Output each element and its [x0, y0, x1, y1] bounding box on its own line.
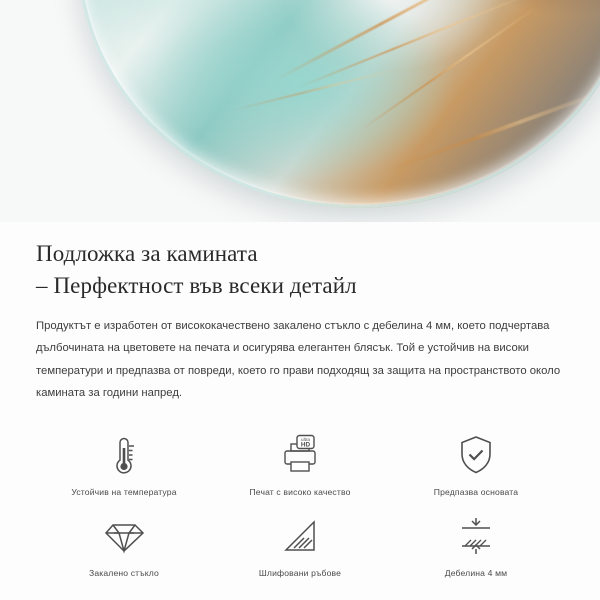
diamond-icon: [103, 513, 145, 559]
feature-label: Предпазва основата: [433, 486, 519, 497]
feature-label: Закалено стъкло: [88, 567, 159, 578]
headline-line-1: Подложка за камината: [36, 241, 258, 266]
polished-edges-icon: [280, 513, 320, 559]
ultra-hd-print-icon: [277, 432, 323, 478]
hd-text: HD: [300, 441, 311, 449]
content-area: [0, 238, 600, 578]
headline-line-2: – Перфектност във всеки детайл: [36, 272, 357, 298]
feature-tempered-glass: [36, 507, 212, 578]
feature-polished-edges: [212, 507, 388, 578]
feature-grid: [36, 426, 564, 578]
feature-thickness: [388, 507, 564, 578]
feature-protects-surface: [388, 426, 564, 497]
thickness-icon: [456, 513, 496, 559]
thermometer-icon: [107, 432, 141, 478]
feature-label: Шлифовани ръбове: [258, 567, 342, 578]
feature-high-quality-print: [212, 426, 388, 497]
hero-image: [0, 0, 600, 222]
shield-check-icon: [457, 432, 495, 478]
page-title: [36, 238, 564, 301]
feature-label: Дебелина 4 мм: [444, 567, 508, 578]
product-description-text: Продуктът е изработен от висококачествено закалено стъкло с дебелина 4 мм, което подчертава дълбочината на цветовете на печата и осигурява елегантен блясък. Той е устойчив на високи температури и предпазва от повреди, което го прави подходящ за защита на пространството около камината за години напред.: [36, 320, 561, 399]
feature-temperature-resistant: [36, 426, 212, 497]
feature-label: Печат с високо качество: [249, 486, 351, 497]
feature-label: Устойчив на температура: [71, 486, 177, 497]
ultra-text: ultra: [301, 436, 310, 442]
glass-plate-image: [78, 0, 600, 208]
